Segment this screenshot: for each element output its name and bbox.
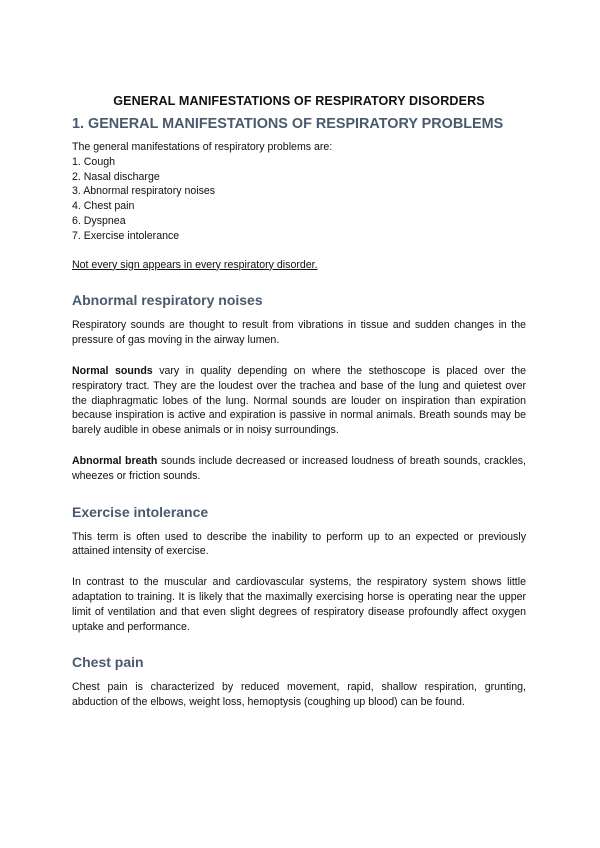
normal-sounds-paragraph: [72, 364, 526, 438]
manifestations-note: Not every sign appears in every respiratory disorder.: [72, 258, 318, 271]
list-item: 1. Cough: [72, 155, 115, 168]
exercise-paragraph-1: This term is often used to describe the inability to perform up to an expected or previously attained intensity of exercise.: [72, 530, 526, 558]
list-item: 3. Abnormal respiratory noises: [72, 185, 216, 198]
manifestations-intro: The general manifestations of respiratory problems are:: [72, 141, 333, 153]
document-body: [72, 94, 526, 710]
list-item: 2. Nasal discharge: [72, 170, 160, 183]
list-item: 6. Dyspnea: [72, 214, 126, 227]
section-heading-abnormal-noises: Abnormal respiratory noises: [72, 292, 263, 309]
list-item: 7. Exercise intolerance: [72, 229, 180, 242]
list-item: 4. Chest pain: [72, 200, 135, 213]
exercise-paragraph-2: In contrast to the muscular and cardiovascular systems, the respiratory system shows little adaptation to training. It is likely that the maximally exercising horse is operating near the upper limit of ventilation and that even slight degrees of respiratory disease profoundly affect oxygen uptake and performance.: [72, 576, 526, 633]
abnormal-breath-term: Abnormal breath: [72, 454, 158, 467]
abnormal-breath-paragraph: [72, 454, 526, 484]
manifestations-list: [72, 155, 526, 244]
section-heading-exercise-intolerance: Exercise intolerance: [72, 503, 209, 520]
abnormal-breath-text: sounds include decreased or increased loudness of breath sounds, crackles, wheezes or friction sounds.: [72, 454, 526, 482]
document-title: GENERAL MANIFESTATIONS OF RESPIRATORY DISORDERS: [113, 94, 485, 108]
section-heading-general-manifestations: 1. GENERAL MANIFESTATIONS OF RESPIRATORY PROBLEMS: [72, 116, 504, 132]
normal-sounds-text: vary in quality depending on where the stethoscope is placed over the respiratory tract. They are the loudest over the trachea and base of the lung and quietest over the diaphragmatic lobes of the lung. Normal sounds are louder on inspiration than expiration because inspiration is active and expiration is passive in normal animals. Breath sounds may be barely audible in obese animals or in noisy surroundings.: [72, 364, 526, 437]
section-heading-chest-pain: Chest pain: [72, 654, 144, 671]
normal-sounds-term: Normal sounds: [72, 364, 153, 377]
abnormal-noises-paragraph-1: Respiratory sounds are thought to result from vibrations in tissue and sudden changes in the pressure of gas moving in the airway lumen.: [72, 319, 526, 347]
chest-pain-paragraph: Chest pain is characterized by reduced movement, rapid, shallow respiration, grunting, abduction of the elbows, weight loss, hemoptysis (coughing up blood) can be found.: [72, 681, 526, 709]
